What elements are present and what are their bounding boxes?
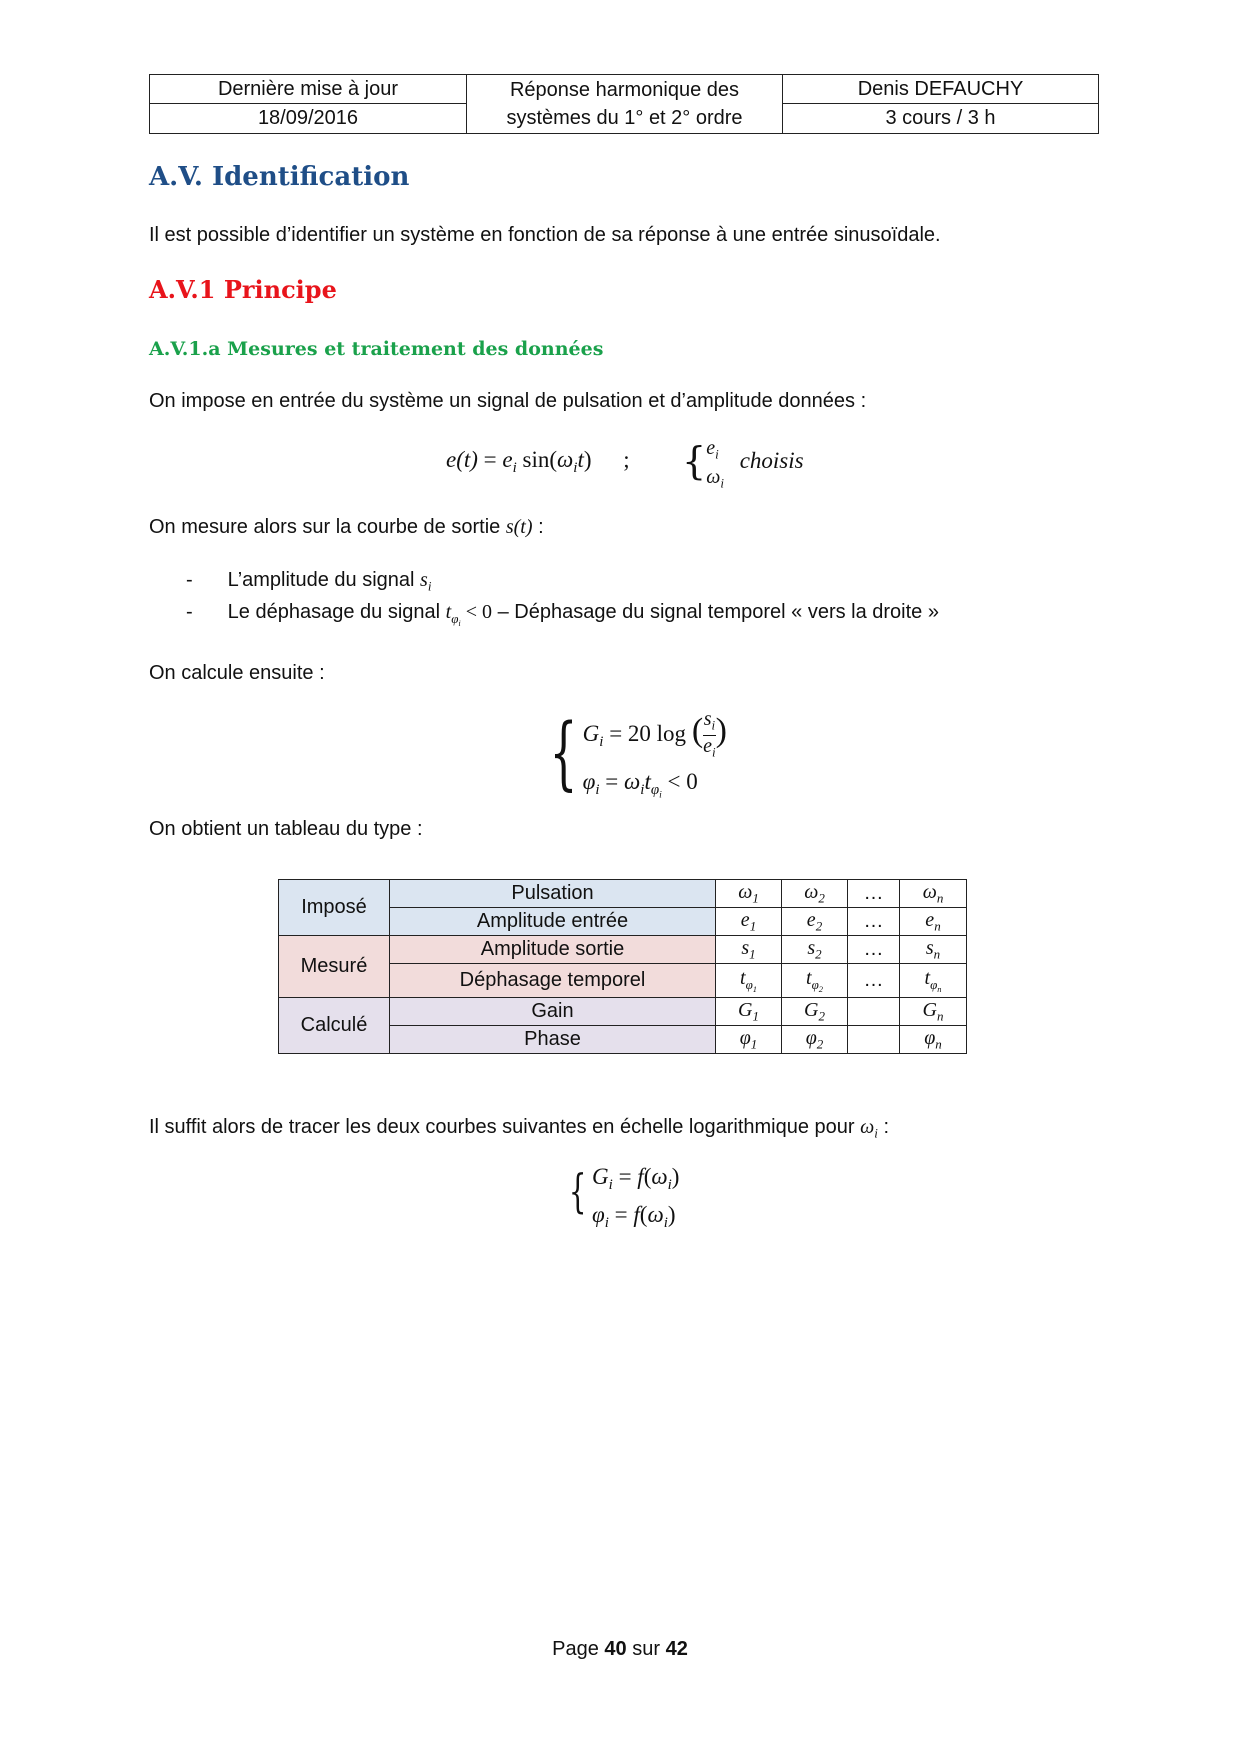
row-label-dephasage: Déphasage temporel (390, 964, 716, 998)
paragraph-measure: On mesure alors sur la courbe de sortie s(t) : (149, 516, 544, 538)
paragraph-impose: On impose en entrée du système un signal de pulsation et d’amplitude données : (149, 390, 867, 412)
header-update-label: Dernière mise à jour (150, 75, 467, 104)
bullet-phase-note: – Déphasage du signal temporel « vers la droite » (497, 601, 939, 623)
cell-e-2: $e_2$ (782, 908, 848, 936)
header-course-title (467, 75, 783, 133)
bullet-amplitude-text: L’amplitude du signal (227, 569, 415, 591)
row-label-amplitude-sortie: Amplitude sortie (390, 936, 716, 964)
header-date: 18/09/2016 (150, 104, 467, 133)
cell-e-n: $e_n$ (900, 908, 967, 936)
bullet-phase-text: Le déphasage du signal (227, 601, 441, 623)
cell-g-1: $G_1$ (716, 998, 782, 1026)
cell-tphi-n: $t_{\varphi_n}$ (900, 964, 967, 998)
footer-page-number: 40 (604, 1638, 627, 1660)
cell-s-1: $s_1$ (716, 936, 782, 964)
cell-e-1: $e_1$ (716, 908, 782, 936)
measurement-table (278, 879, 967, 1054)
cell-ellipsis: … (848, 964, 900, 998)
paragraph-measure-text: On mesure alors sur la courbe de sortie (149, 516, 501, 538)
cell-s-n: $s_n$ (900, 936, 967, 964)
subsection-title: A.V.1 Principe (149, 275, 337, 304)
group-calcule: Calculé (279, 998, 390, 1054)
paragraph-table-intro: On obtient un tableau du type : (149, 818, 423, 840)
cell-tphi-1: $t_{\varphi_1}$ (716, 964, 782, 998)
cell-ellipsis: … (848, 908, 900, 936)
subsubsection-title: A.V.1.a Mesures et traitement des données (149, 338, 604, 360)
equation-curves: { $G_i = f(\omega_i)$ $\varphi_i = f(\omega_i)$ (568, 1164, 680, 1232)
row-label-amplitude-entree: Amplitude entrée (390, 908, 716, 936)
intro-paragraph: Il est possible d’identifier un système en fonction de sa réponse à une entrée sinusoïdale. (149, 224, 941, 246)
cell-ellipsis: … (848, 936, 900, 964)
cell-omega-n: $\omega_n$ (900, 880, 967, 908)
cell-empty (848, 998, 900, 1026)
header-table (149, 74, 1099, 134)
equation-chosen-params: {$e_i$ $\omega_i$ choisis (682, 437, 804, 491)
bullet-phase: - Le déphasage du signal $t_{\varphi_i} < 0$ – Déphasage du signal temporel « vers la droite » (186, 601, 939, 628)
cell-phi-2: $\varphi_2$ (782, 1026, 848, 1054)
paragraph-plot-text: Il suffit alors de tracer les deux courbes suivantes en échelle logarithmique pour (149, 1116, 855, 1138)
row-label-pulsation: Pulsation (390, 880, 716, 908)
paragraph-calculate: On calcule ensuite : (149, 662, 325, 684)
group-impose: Imposé (279, 880, 390, 936)
cell-g-2: $G_2$ (782, 998, 848, 1026)
cell-empty (848, 1026, 900, 1054)
footer-mid: sur (626, 1638, 666, 1660)
header-course-title-line2: systèmes du 1° et 2° ordre (506, 107, 743, 129)
header-course-title-line1: Réponse harmonique des (509, 79, 740, 101)
cell-phi-1: $\varphi_1$ (716, 1026, 782, 1054)
table-row (279, 880, 967, 908)
cell-g-n: $G_n$ (900, 998, 967, 1026)
header-duration: 3 cours / 3 h (885, 107, 996, 129)
equation-input-signal: $e(t) = e_i$ $\sin(\omega_it)$ ; (446, 447, 630, 477)
header-author: Denis DEFAUCHY (783, 75, 1098, 104)
bullet-amplitude: - L’amplitude du signal $s_i$ (186, 569, 432, 594)
table-row (279, 936, 967, 964)
group-mesure: Mesuré (279, 936, 390, 998)
footer-prefix: Page (552, 1638, 605, 1660)
cell-phi-n: $\varphi_n$ (900, 1026, 967, 1054)
cell-ellipsis: … (848, 880, 900, 908)
row-label-gain: Gain (390, 998, 716, 1026)
paragraph-plot: Il suffit alors de tracer les deux courbes suivantes en échelle logarithmique pour $\omega_i$ : (149, 1116, 890, 1141)
cell-omega-2: $\omega_2$ (782, 880, 848, 908)
cell-s-2: $s_2$ (782, 936, 848, 964)
row-label-phase: Phase (390, 1026, 716, 1054)
cell-omega-1: $\omega_1$ (716, 880, 782, 908)
page-footer (0, 1638, 1240, 1661)
equation-gain-phase: { $G_i = 20$ log ( $\frac{s_i}{e_i}$ ) $\varphi_i = \omega_it_{\varphi_i} < 0$ (549, 706, 727, 801)
table-row (279, 998, 967, 1026)
chosen-label: choisis (739, 448, 804, 473)
footer-page-total: 42 (665, 1638, 688, 1660)
section-title: A.V. Identification (149, 162, 410, 192)
cell-tphi-2: $t_{\varphi_2}$ (782, 964, 848, 998)
